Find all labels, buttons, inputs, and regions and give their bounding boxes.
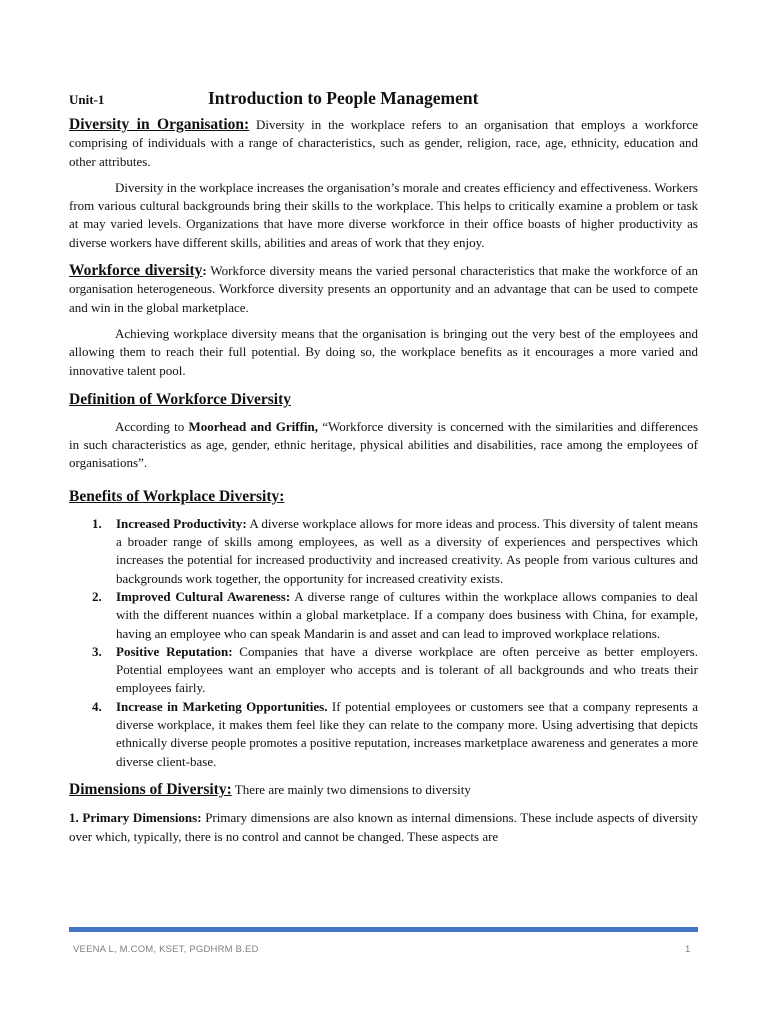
list-item-title: Increased Productivity: bbox=[116, 515, 247, 531]
list-item-number: 1. bbox=[92, 515, 102, 531]
benefits-list bbox=[69, 515, 698, 771]
definition-lead: According to bbox=[115, 418, 189, 434]
document-page bbox=[69, 88, 698, 846]
diversity-org-heading: Diversity in Organisation: bbox=[69, 116, 250, 133]
footer-author: VEENA L, M.COM, KSET, PGDHRM B.ED bbox=[73, 944, 259, 955]
workforce-heading: Workforce diversity bbox=[69, 262, 203, 280]
list-item-number: 3. bbox=[92, 643, 102, 659]
definition-heading: Definition of Workforce Diversity bbox=[69, 390, 291, 408]
list-item-title: Improved Cultural Awareness: bbox=[116, 588, 291, 604]
list-item bbox=[69, 515, 698, 588]
list-item-title: Increase in Marketing Opportunities. bbox=[116, 698, 328, 714]
list-item bbox=[69, 643, 698, 698]
dimensions-text: There are mainly two dimensions to diversity bbox=[231, 781, 471, 797]
definition-quote: “Workforce diversity is concerned with the similarities and differences in such characteristics as age, gender, ethnic heritage, physical abilities and disabilities, race among the employees of organisations”. bbox=[69, 418, 699, 471]
list-item bbox=[69, 588, 698, 643]
list-item-text: Companies that have a diverse workplace are often perceive as better employers. Potential employees want an employer who accepts and is tolerant of all backgrounds and who treats their employees fairly. bbox=[116, 643, 698, 696]
list-item-text: If potential employees or customers see that a company represents a diverse workplace, it makes them feel like they can relate to the company more. Using advertising that depicts ethnically diverse people promotes a positive reputation, increases marketplace awareness and generates a more diverse client-base. bbox=[116, 698, 698, 769]
list-item bbox=[69, 698, 698, 771]
definition-authors: Moorhead and Griffin, bbox=[188, 418, 319, 434]
title-row bbox=[69, 88, 698, 112]
page-title: Introduction to People Management bbox=[208, 88, 479, 108]
primary-dimensions-text: Primary dimensions are also known as internal dimensions. These include aspects of diversity over which, typically, there is no control and cannot be changed. These aspects are bbox=[69, 810, 698, 844]
footer-divider bbox=[69, 927, 698, 932]
primary-dimensions-label: 1. Primary Dimensions: bbox=[69, 810, 202, 826]
definition-paragraph bbox=[69, 418, 698, 473]
list-item-text: A diverse range of cultures within the workplace allows companies to deal with the different nuances within a global marketplace. If a company does business with China, for example, having an employee who can speak Mandarin is and asset and can lead to improved workplace relations. bbox=[116, 588, 699, 641]
workforce-paragraph bbox=[69, 262, 698, 317]
page-number: 1 bbox=[685, 944, 691, 955]
list-item-number: 4. bbox=[92, 698, 102, 714]
list-item-number: 2. bbox=[92, 588, 102, 604]
diversity-org-text: Diversity in the workplace refers to an organisation that employs a workforce comprising of individuals with a range of characteristics, such as gender, religion, race, age, ethnicity, education and other attributes. bbox=[69, 117, 698, 169]
list-item-text: A diverse workplace allows for more ideas and process. This diversity of talent means a broader range of skills among employees, as well as a diversity of experiences and perspectives which increases the potential for increased productivity and increased creativity. As people from various cultures and backgrounds work together, the opportunity for increased creativity exists. bbox=[116, 515, 698, 586]
workforce-colon: : bbox=[202, 263, 207, 279]
dimensions-heading: Dimensions of Diversity: bbox=[69, 780, 232, 798]
diversity-org-paragraph-2: Diversity in the workplace increases the organisation’s morale and creates efficiency and effectiveness. Workers from various cultural backgrounds bring their skills to the workplace. This helps to critically examine a problem or task at may varied levels. Organizations that have more diverse workforce in their office boasts of higher productivity as diverse workers have different skills, abilities and areas of work that they enjoy. bbox=[69, 179, 698, 250]
list-item-title: Positive Reputation: bbox=[116, 643, 233, 659]
unit-label: Unit-1 bbox=[69, 92, 105, 107]
primary-dimensions-paragraph bbox=[69, 809, 698, 846]
workforce-text: Workforce diversity means the varied personal characteristics that make the workforce of an organisation heterogeneous. Workforce diversity presents an opportunity and an advantage that can be used to compete and win in the global marketplace. bbox=[69, 263, 699, 315]
diversity-org-paragraph bbox=[69, 116, 698, 171]
benefits-heading: Benefits of Workplace Diversity: bbox=[69, 487, 285, 505]
dimensions-paragraph bbox=[69, 781, 698, 799]
workforce-paragraph-2: Achieving workplace diversity means that the organisation is bringing out the very best of the employees and allowing them to reach their full potential. By doing so, the workplace benefits as it encourages a more varied and innovative talent pool. bbox=[69, 325, 698, 378]
